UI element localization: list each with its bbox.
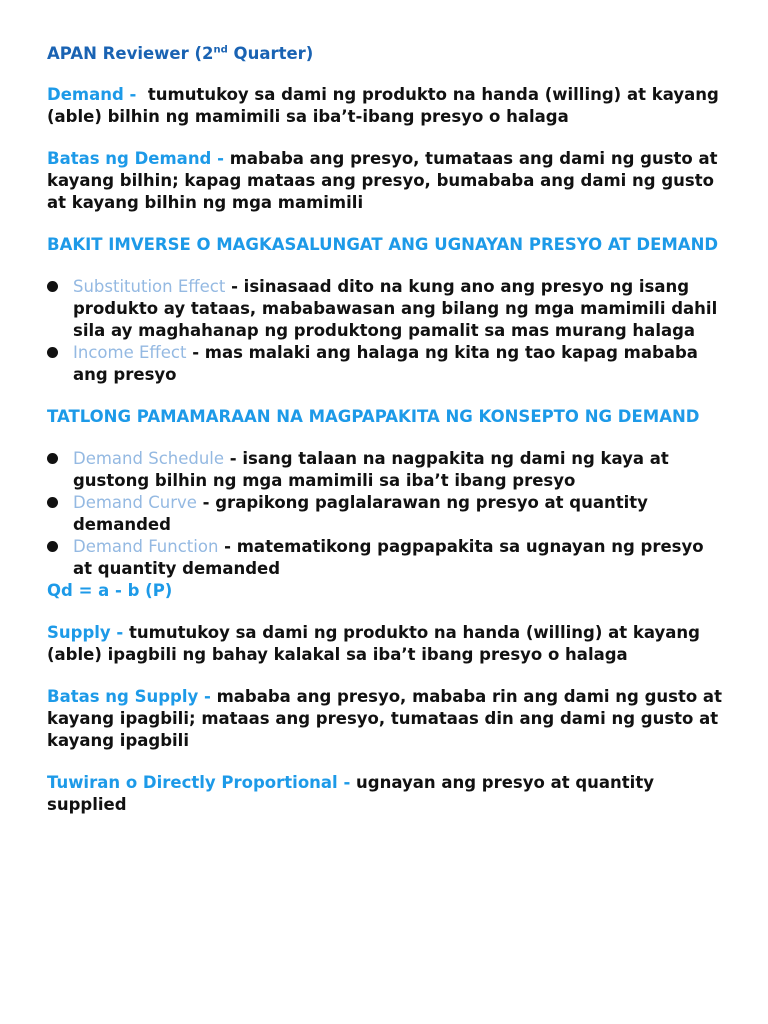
demand-text: tumutukoy sa dami ng produkto na handa (willing) at kayang (able) bilhin ng mamimili sa iba’t-ibang presyo o halaga bbox=[47, 85, 725, 126]
bullet-icon bbox=[47, 347, 58, 358]
substitution-effect-text: - isinasaad dito na kung ano ang presyo ng isang produkto ay tataas, mababawasan ang bilang ng mga mamimili dahil sila ay maghahanap ng produktong pamalit sa mas murang halaga bbox=[73, 277, 718, 340]
document-page bbox=[47, 42, 727, 836]
list-item bbox=[47, 342, 727, 386]
list-item bbox=[47, 448, 727, 492]
batas-demand-text: mababa ang presyo, tumataas ang dami ng gusto at kayang bilhin; kapag mataas ang presyo, bumababa ang dami ng gusto at kayang bilhin ng mga mamimili bbox=[47, 149, 718, 212]
batas-demand-definition bbox=[47, 148, 727, 214]
tuwiran-term: Tuwiran o Directly Proportional - bbox=[47, 773, 351, 792]
title-superscript: nd bbox=[213, 44, 228, 56]
income-effect-text: - mas malaki ang halaga ng kita ng tao kapag mababa ang presyo bbox=[73, 343, 698, 384]
list-item bbox=[47, 276, 727, 342]
demand-formula: Qd = a - b (P) bbox=[47, 581, 173, 600]
inverse-list bbox=[47, 276, 727, 386]
list-item bbox=[47, 536, 727, 580]
batas-supply-text: mababa ang presyo, mababa rin ang dami ng gusto at kayang ipagbili; mataas ang presyo, tumataas din ang dami ng gusto at kayang ipagbili bbox=[47, 687, 722, 750]
batas-supply-term: Batas ng Supply - bbox=[47, 687, 211, 706]
demand-function-text: - matematikong pagpapakita sa ugnayan ng presyo at quantity demanded bbox=[73, 537, 704, 578]
demand-schedule-term: Demand Schedule bbox=[73, 449, 225, 468]
bullet-icon bbox=[47, 541, 58, 552]
tuwiran-definition bbox=[47, 772, 727, 816]
bullet-icon bbox=[47, 453, 58, 464]
tatlong-list bbox=[47, 448, 727, 580]
demand-schedule-text: - isang talaan na nagpakita ng dami ng kaya at gustong bilhin ng mga mamimili sa iba’t ibang presyo bbox=[73, 449, 669, 490]
bullet-icon bbox=[47, 497, 58, 508]
tuwiran-text: ugnayan ang presyo at quantity supplied bbox=[47, 773, 654, 814]
title-suffix: Quarter) bbox=[227, 44, 314, 63]
demand-curve-text: - grapikong paglalarawan ng presyo at quantity demanded bbox=[73, 493, 648, 534]
supply-definition bbox=[47, 622, 727, 666]
income-effect-term: Income Effect bbox=[73, 343, 187, 362]
batas-demand-term: Batas ng Demand - bbox=[47, 149, 224, 168]
substitution-effect-term: Substitution Effect bbox=[73, 277, 226, 296]
demand-definition bbox=[47, 84, 727, 128]
demand-curve-term: Demand Curve bbox=[73, 493, 197, 512]
document-title bbox=[47, 42, 727, 66]
title-text: APAN Reviewer (2 bbox=[47, 44, 214, 63]
list-item bbox=[47, 492, 727, 536]
supply-term: Supply - bbox=[47, 623, 124, 642]
demand-term: Demand - bbox=[47, 85, 137, 104]
bullet-icon bbox=[47, 281, 58, 292]
heading-tatlong: TATLONG PAMAMARAAN NA MAGPAPAKITA NG KONSEPTO NG DEMAND bbox=[47, 407, 700, 426]
supply-text: tumutukoy sa dami ng produkto na handa (willing) at kayang (able) ipagbili ng bahay kalakal sa iba’t ibang presyo o halaga bbox=[47, 623, 700, 664]
demand-function-term: Demand Function bbox=[73, 537, 219, 556]
batas-supply-definition bbox=[47, 686, 727, 752]
heading-inverse: BAKIT IMVERSE O MAGKASALUNGAT ANG UGNAYAN PRESYO AT DEMAND bbox=[47, 235, 719, 254]
